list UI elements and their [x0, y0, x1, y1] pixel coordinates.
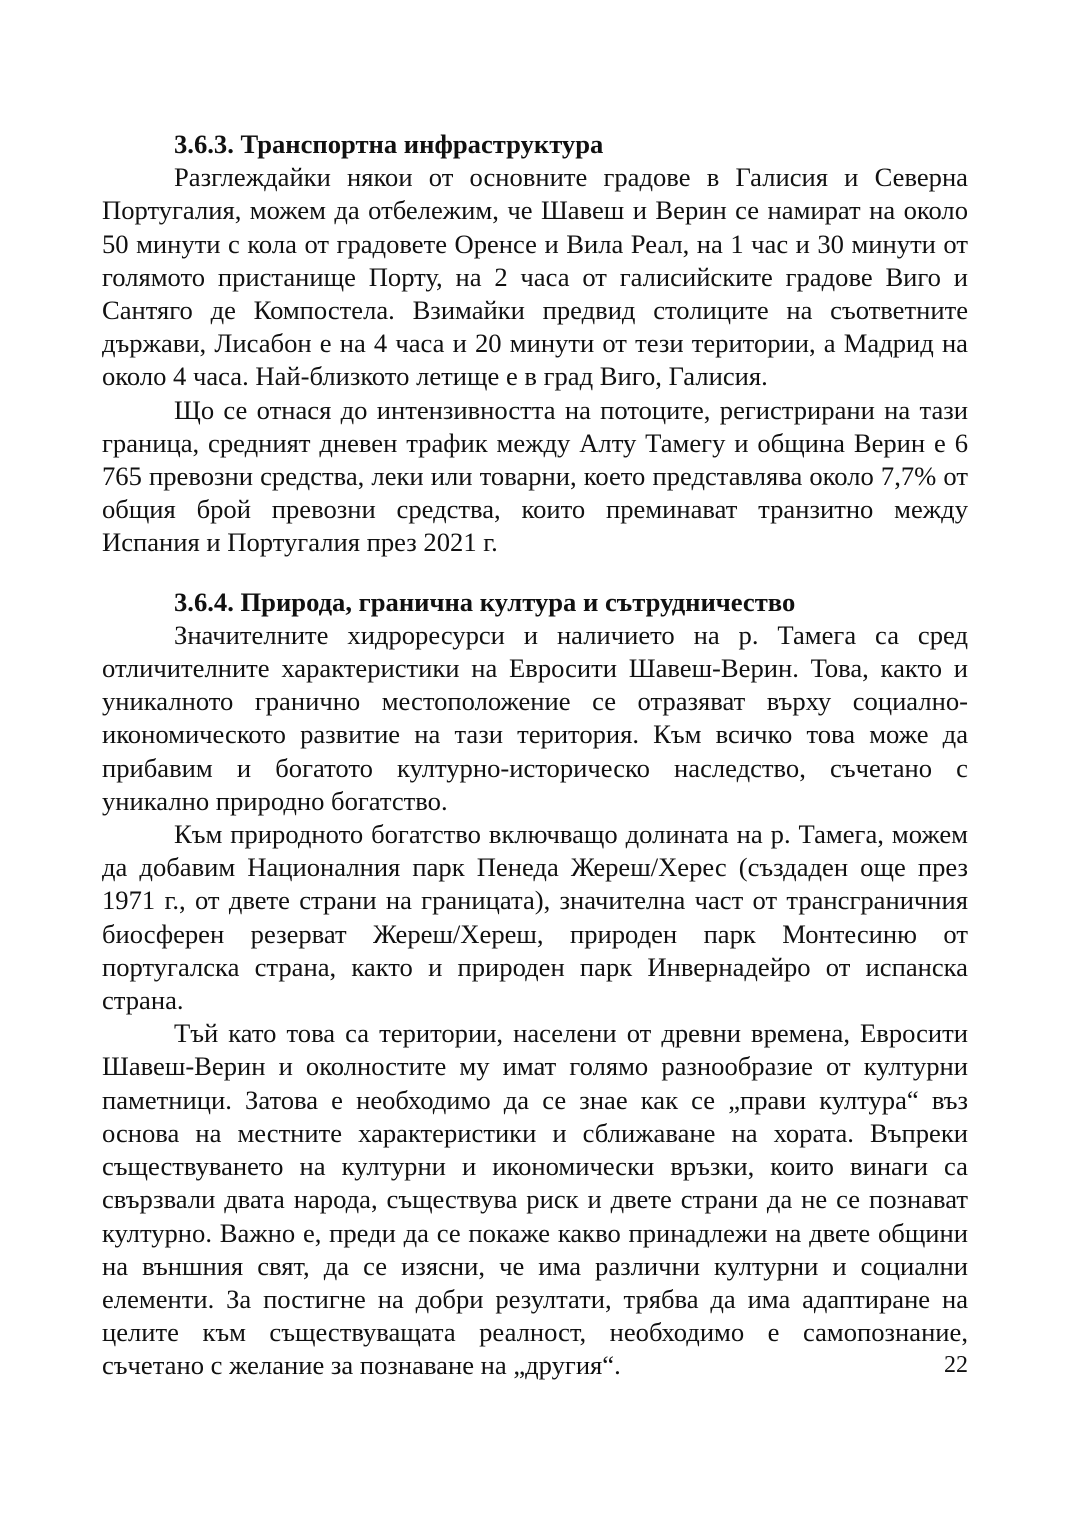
section-transport-infrastructure — [102, 128, 968, 560]
page-number: 22 — [944, 1352, 968, 1378]
page-body — [102, 128, 968, 1383]
section-heading: 3.6.4. Природа, гранична култура и сътрудничество — [174, 586, 796, 617]
paragraph: Що се отнася до интензивността на потоците, регистрирани на тази граница, средният дневен трафик между Алту Тамегу и община Верин е 6 765 превозни средства, леки или товарни, което представлява около 7,7% от общия брой превозни средства, които преминават транзитно между Испания и Португалия през 2021 г. — [102, 394, 968, 558]
paragraph: Към природното богатство включващо долината на р. Тамега, можем да добавим Националния парк Пенеда Жереш/Херес (създаден още през 1971 г., от двете страни на границата), значителна част от трансграничния биосферен резерват Жереш/Хереш, природен парк Монтесиню от португалска страна, както и природен парк Инвернадейро от испанска страна. — [102, 819, 968, 1016]
section-nature-culture-cooperation — [102, 586, 968, 1383]
paragraph: Значителните хидроресурси и наличието на р. Тамега са сред отличителните характеристики на Евросити Шавеш-Верин. Това, както и уникалното гранично местоположение се отразяват върху социално-икономическото развитие на тази територия. Към всичко това може да прибавим и богатото културно-историческо наследство, съчетано с уникално природно богатство. — [102, 619, 968, 816]
section-heading: 3.6.3. Транспортна инфраструктура — [174, 129, 604, 159]
paragraph: Разглеждайки някои от основните градове в Галисия и Северна Португалия, можем да отбележим, че Шавеш и Верин се намират на около 50 минути с кола от градовете Оренсе и Вила Реал, на 1 час и 30 минути от голямото пристанище Порту, на 2 часа от галисийските градове Виго и Сантяго де Компостела. Взимайки предвид столиците на съответните държави, Лисабон е на 4 часа и 20 минути от тези територии, а Мадрид на около 4 часа. Най-близкото летище е в град Виго, Галисия. — [102, 162, 968, 392]
paragraph: Тъй като това са територии, населени от древни времена, Евросити Шавеш-Верин и околностите му имат голямо разнообразие от културни паметници. Затова е необходимо да се знае как се „прави култура“ въз основа на местните характеристики и сближаване на хората. Въпреки съществуването на културни и икономически връзки, които винаги са свързвали двата народа, съществува риск и двете страни да не се познават културно. Важно е, преди да се покаже какво принадлежи на двете общини на външния свят, да се изясни, че има различни културни и социални елементи. За постигне на добри резултати, трябва да има адаптиране на целите към съществуващата реалност, необходимо е самопознание, съчетано с желание за познаване на „другия“. — [102, 1018, 968, 1381]
